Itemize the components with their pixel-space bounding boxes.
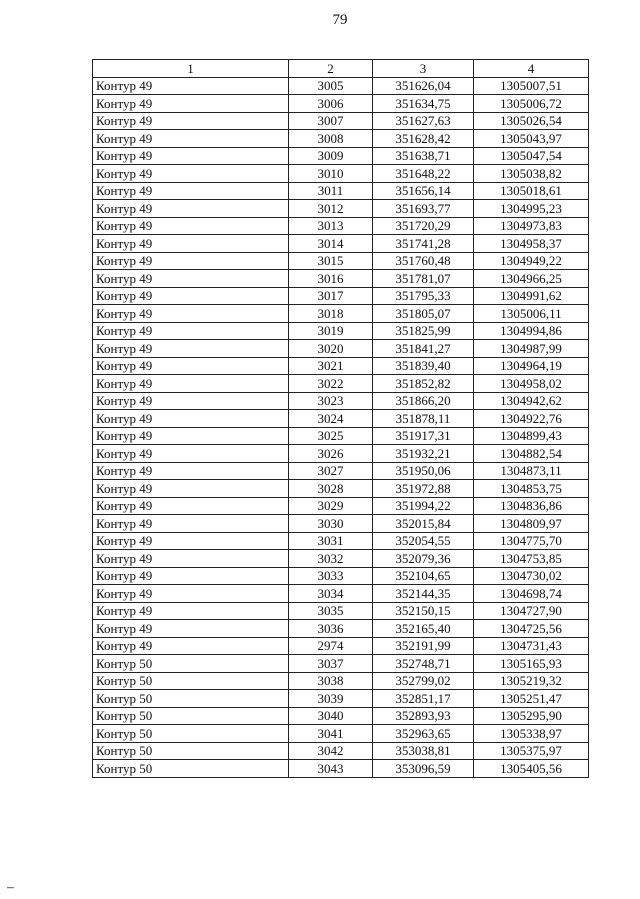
cell-contour-name: Контур 49 <box>93 200 289 218</box>
cell-y-coordinate: 1304949,22 <box>474 252 589 270</box>
cell-x-coordinate: 351852,82 <box>373 375 474 393</box>
cell-y-coordinate: 1304730,02 <box>474 567 589 585</box>
table-row <box>93 567 589 585</box>
cell-point-number: 3040 <box>289 707 373 725</box>
cell-x-coordinate: 352893,93 <box>373 707 474 725</box>
cell-x-coordinate: 352150,15 <box>373 602 474 620</box>
cell-point-number: 3017 <box>289 287 373 305</box>
table-row <box>93 497 589 515</box>
cell-x-coordinate: 352191,99 <box>373 637 474 655</box>
cell-contour-name: Контур 50 <box>93 742 289 760</box>
cell-contour-name: Контур 49 <box>93 480 289 498</box>
cell-contour-name: Контур 50 <box>93 760 289 778</box>
cell-contour-name: Контур 50 <box>93 725 289 743</box>
cell-y-coordinate: 1305043,97 <box>474 130 589 148</box>
cell-contour-name: Контур 49 <box>93 445 289 463</box>
table-row <box>93 112 589 130</box>
table-row <box>93 707 589 725</box>
cell-x-coordinate: 351741,28 <box>373 235 474 253</box>
cell-y-coordinate: 1304809,97 <box>474 515 589 533</box>
column-header-1: 1 <box>93 60 289 78</box>
cell-y-coordinate: 1304966,25 <box>474 270 589 288</box>
cell-contour-name: Контур 49 <box>93 340 289 358</box>
cell-point-number: 3042 <box>289 742 373 760</box>
cell-y-coordinate: 1305006,11 <box>474 305 589 323</box>
cell-x-coordinate: 352851,17 <box>373 690 474 708</box>
table-row <box>93 252 589 270</box>
cell-x-coordinate: 351656,14 <box>373 182 474 200</box>
cell-contour-name: Контур 49 <box>93 462 289 480</box>
table-row <box>93 480 589 498</box>
table-row <box>93 392 589 410</box>
cell-y-coordinate: 1304987,99 <box>474 340 589 358</box>
cell-x-coordinate: 353096,59 <box>373 760 474 778</box>
cell-contour-name: Контур 49 <box>93 550 289 568</box>
table-row <box>93 445 589 463</box>
table-row <box>93 620 589 638</box>
cell-x-coordinate: 352799,02 <box>373 672 474 690</box>
cell-y-coordinate: 1304995,23 <box>474 200 589 218</box>
cell-point-number: 3008 <box>289 130 373 148</box>
cell-contour-name: Контур 49 <box>93 95 289 113</box>
cell-point-number: 3006 <box>289 95 373 113</box>
cell-contour-name: Контур 49 <box>93 270 289 288</box>
cell-point-number: 3023 <box>289 392 373 410</box>
cell-x-coordinate: 351626,04 <box>373 77 474 95</box>
cell-point-number: 3015 <box>289 252 373 270</box>
table-row <box>93 725 589 743</box>
cell-point-number: 3036 <box>289 620 373 638</box>
table-row <box>93 462 589 480</box>
cell-y-coordinate: 1304922,76 <box>474 410 589 428</box>
cell-contour-name: Контур 50 <box>93 690 289 708</box>
cell-x-coordinate: 352963,65 <box>373 725 474 743</box>
cell-contour-name: Контур 49 <box>93 585 289 603</box>
cell-point-number: 3010 <box>289 165 373 183</box>
cell-y-coordinate: 1304775,70 <box>474 532 589 550</box>
table-row <box>93 217 589 235</box>
cell-contour-name: Контур 49 <box>93 427 289 445</box>
cell-y-coordinate: 1304725,56 <box>474 620 589 638</box>
cell-y-coordinate: 1304698,74 <box>474 585 589 603</box>
cell-y-coordinate: 1304853,75 <box>474 480 589 498</box>
cell-x-coordinate: 351972,88 <box>373 480 474 498</box>
cell-x-coordinate: 351693,77 <box>373 200 474 218</box>
cell-y-coordinate: 1304753,85 <box>474 550 589 568</box>
cell-y-coordinate: 1305018,61 <box>474 182 589 200</box>
table-row <box>93 95 589 113</box>
table-row <box>93 357 589 375</box>
cell-point-number: 3020 <box>289 340 373 358</box>
table-row <box>93 305 589 323</box>
cell-x-coordinate: 353038,81 <box>373 742 474 760</box>
cell-contour-name: Контур 50 <box>93 707 289 725</box>
cell-point-number: 3026 <box>289 445 373 463</box>
cell-point-number: 3035 <box>289 602 373 620</box>
table-row <box>93 287 589 305</box>
cell-x-coordinate: 352104,65 <box>373 567 474 585</box>
cell-x-coordinate: 352054,55 <box>373 532 474 550</box>
cell-point-number: 3013 <box>289 217 373 235</box>
cell-point-number: 3039 <box>289 690 373 708</box>
cell-x-coordinate: 352748,71 <box>373 655 474 673</box>
cell-y-coordinate: 1305026,54 <box>474 112 589 130</box>
column-header-3: 3 <box>373 60 474 78</box>
cell-point-number: 3018 <box>289 305 373 323</box>
table-row <box>93 637 589 655</box>
cell-x-coordinate: 352079,36 <box>373 550 474 568</box>
cell-x-coordinate: 351795,33 <box>373 287 474 305</box>
cell-contour-name: Контур 49 <box>93 217 289 235</box>
column-header-4: 4 <box>474 60 589 78</box>
cell-point-number: 3027 <box>289 462 373 480</box>
cell-point-number: 3012 <box>289 200 373 218</box>
cell-y-coordinate: 1305006,72 <box>474 95 589 113</box>
margin-mark: – <box>7 880 14 895</box>
cell-point-number: 3033 <box>289 567 373 585</box>
table-row <box>93 182 589 200</box>
table-row <box>93 742 589 760</box>
table-row <box>93 270 589 288</box>
cell-point-number: 3043 <box>289 760 373 778</box>
cell-point-number: 3031 <box>289 532 373 550</box>
cell-y-coordinate: 1305405,56 <box>474 760 589 778</box>
table-row <box>93 165 589 183</box>
cell-contour-name: Контур 49 <box>93 392 289 410</box>
cell-point-number: 3021 <box>289 357 373 375</box>
cell-y-coordinate: 1305219,32 <box>474 672 589 690</box>
cell-x-coordinate: 351994,22 <box>373 497 474 515</box>
cell-point-number: 3014 <box>289 235 373 253</box>
table-row <box>93 427 589 445</box>
cell-point-number: 3016 <box>289 270 373 288</box>
page-number: 79 <box>332 12 348 28</box>
cell-x-coordinate: 351720,29 <box>373 217 474 235</box>
cell-x-coordinate: 351866,20 <box>373 392 474 410</box>
cell-y-coordinate: 1304942,62 <box>474 392 589 410</box>
table-body <box>93 77 589 777</box>
table-row <box>93 147 589 165</box>
cell-contour-name: Контур 49 <box>93 322 289 340</box>
cell-contour-name: Контур 49 <box>93 305 289 323</box>
column-header-2: 2 <box>289 60 373 78</box>
cell-point-number: 3007 <box>289 112 373 130</box>
cell-y-coordinate: 1305165,93 <box>474 655 589 673</box>
cell-contour-name: Контур 49 <box>93 165 289 183</box>
cell-contour-name: Контур 49 <box>93 637 289 655</box>
cell-y-coordinate: 1304994,86 <box>474 322 589 340</box>
cell-contour-name: Контур 49 <box>93 147 289 165</box>
cell-y-coordinate: 1304973,83 <box>474 217 589 235</box>
cell-x-coordinate: 351932,21 <box>373 445 474 463</box>
cell-point-number: 3011 <box>289 182 373 200</box>
cell-point-number: 3009 <box>289 147 373 165</box>
cell-contour-name: Контур 49 <box>93 182 289 200</box>
cell-contour-name: Контур 50 <box>93 672 289 690</box>
cell-contour-name: Контур 49 <box>93 252 289 270</box>
table-row <box>93 375 589 393</box>
cell-contour-name: Контур 49 <box>93 602 289 620</box>
cell-point-number: 3038 <box>289 672 373 690</box>
cell-contour-name: Контур 49 <box>93 77 289 95</box>
cell-y-coordinate: 1305338,97 <box>474 725 589 743</box>
cell-point-number: 3029 <box>289 497 373 515</box>
cell-contour-name: Контур 49 <box>93 567 289 585</box>
cell-y-coordinate: 1305047,54 <box>474 147 589 165</box>
table-row <box>93 77 589 95</box>
cell-y-coordinate: 1304964,19 <box>474 357 589 375</box>
cell-contour-name: Контур 49 <box>93 357 289 375</box>
coordinates-table <box>92 59 589 778</box>
cell-y-coordinate: 1304882,54 <box>474 445 589 463</box>
cell-point-number: 3025 <box>289 427 373 445</box>
cell-x-coordinate: 351841,27 <box>373 340 474 358</box>
cell-contour-name: Контур 49 <box>93 112 289 130</box>
cell-point-number: 3028 <box>289 480 373 498</box>
cell-x-coordinate: 352165,40 <box>373 620 474 638</box>
cell-x-coordinate: 351805,07 <box>373 305 474 323</box>
cell-point-number: 3019 <box>289 322 373 340</box>
cell-point-number: 2974 <box>289 637 373 655</box>
cell-y-coordinate: 1304873,11 <box>474 462 589 480</box>
cell-x-coordinate: 351917,31 <box>373 427 474 445</box>
cell-y-coordinate: 1304836,86 <box>474 497 589 515</box>
cell-point-number: 3030 <box>289 515 373 533</box>
cell-x-coordinate: 351760,48 <box>373 252 474 270</box>
cell-y-coordinate: 1304991,62 <box>474 287 589 305</box>
cell-y-coordinate: 1305038,82 <box>474 165 589 183</box>
cell-contour-name: Контур 49 <box>93 620 289 638</box>
cell-contour-name: Контур 49 <box>93 375 289 393</box>
cell-contour-name: Контур 49 <box>93 410 289 428</box>
cell-y-coordinate: 1304958,02 <box>474 375 589 393</box>
cell-y-coordinate: 1305375,97 <box>474 742 589 760</box>
cell-x-coordinate: 352144,35 <box>373 585 474 603</box>
table-row <box>93 130 589 148</box>
cell-y-coordinate: 1304899,43 <box>474 427 589 445</box>
table-row <box>93 602 589 620</box>
cell-x-coordinate: 351825,99 <box>373 322 474 340</box>
table-row <box>93 550 589 568</box>
cell-contour-name: Контур 50 <box>93 655 289 673</box>
table-row <box>93 515 589 533</box>
cell-y-coordinate: 1304958,37 <box>474 235 589 253</box>
table-row <box>93 532 589 550</box>
cell-x-coordinate: 352015,84 <box>373 515 474 533</box>
cell-y-coordinate: 1304731,43 <box>474 637 589 655</box>
cell-y-coordinate: 1305007,51 <box>474 77 589 95</box>
cell-y-coordinate: 1305251,47 <box>474 690 589 708</box>
cell-x-coordinate: 351634,75 <box>373 95 474 113</box>
table-row <box>93 585 589 603</box>
cell-contour-name: Контур 49 <box>93 497 289 515</box>
cell-point-number: 3032 <box>289 550 373 568</box>
cell-y-coordinate: 1305295,90 <box>474 707 589 725</box>
table-row <box>93 340 589 358</box>
cell-contour-name: Контур 49 <box>93 532 289 550</box>
cell-x-coordinate: 351950,06 <box>373 462 474 480</box>
table-row <box>93 235 589 253</box>
cell-point-number: 3022 <box>289 375 373 393</box>
cell-contour-name: Контур 49 <box>93 515 289 533</box>
table-header <box>93 60 589 78</box>
table-row <box>93 410 589 428</box>
cell-y-coordinate: 1304727,90 <box>474 602 589 620</box>
cell-x-coordinate: 351839,40 <box>373 357 474 375</box>
table-row <box>93 690 589 708</box>
table-row <box>93 672 589 690</box>
table-row <box>93 760 589 778</box>
cell-point-number: 3041 <box>289 725 373 743</box>
cell-contour-name: Контур 49 <box>93 235 289 253</box>
cell-x-coordinate: 351638,71 <box>373 147 474 165</box>
cell-point-number: 3037 <box>289 655 373 673</box>
table-row <box>93 655 589 673</box>
header-row <box>93 60 589 78</box>
table-row <box>93 200 589 218</box>
cell-x-coordinate: 351648,22 <box>373 165 474 183</box>
cell-point-number: 3005 <box>289 77 373 95</box>
cell-point-number: 3024 <box>289 410 373 428</box>
cell-point-number: 3034 <box>289 585 373 603</box>
table-row <box>93 322 589 340</box>
cell-x-coordinate: 351781,07 <box>373 270 474 288</box>
cell-x-coordinate: 351627,63 <box>373 112 474 130</box>
cell-contour-name: Контур 49 <box>93 130 289 148</box>
cell-x-coordinate: 351878,11 <box>373 410 474 428</box>
cell-contour-name: Контур 49 <box>93 287 289 305</box>
cell-x-coordinate: 351628,42 <box>373 130 474 148</box>
